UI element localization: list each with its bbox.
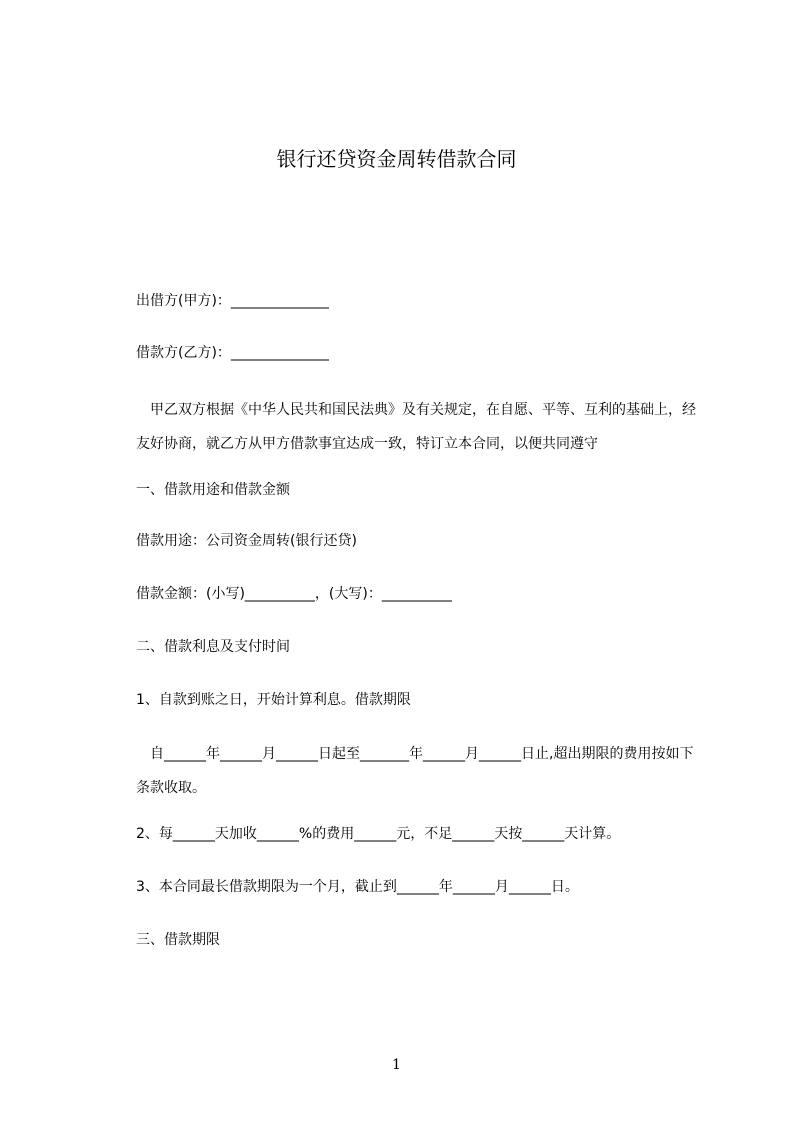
clause-2: 2、每______天加收______%的费用______元，不足______天按______天计算。 — [136, 826, 621, 842]
lender-line: 出借方(甲方)：______________ — [136, 293, 329, 309]
section-3-heading: 三、借款期限 — [136, 932, 220, 948]
document-title: 银行还贷资金周转借款合同 — [276, 147, 517, 171]
loan-amount-line: 借款金额：(小写)__________，(大写)：__________ — [136, 586, 452, 602]
clause-1-period: 自______年______月______日起至_______年______月______日止,超出期限的费用按如下条款收取。 — [136, 746, 694, 796]
page-number: 1 — [392, 1057, 401, 1073]
intro-paragraph: 甲乙双方根据《中华人民共和国民法典》及有关规定，在自愿、平等、互利的基础上，经友好协商，就乙方从甲方借款事宜达成一致，特订立本合同，以便共同遵守 — [136, 402, 696, 452]
section-2-heading: 二、借款利息及支付时间 — [136, 639, 290, 655]
clause-1: 1、自款到账之日，开始计算利息。借款期限 — [136, 692, 411, 708]
borrower-line: 借款方(乙方)：______________ — [136, 345, 329, 361]
loan-purpose-line: 借款用途：公司资金周转(银行还贷) — [136, 533, 357, 549]
clause-3: 3、本合同最长借款期限为一个月，截止到______年______月______日。 — [136, 879, 579, 895]
section-1-heading: 一、借款用途和借款金额 — [136, 482, 290, 498]
